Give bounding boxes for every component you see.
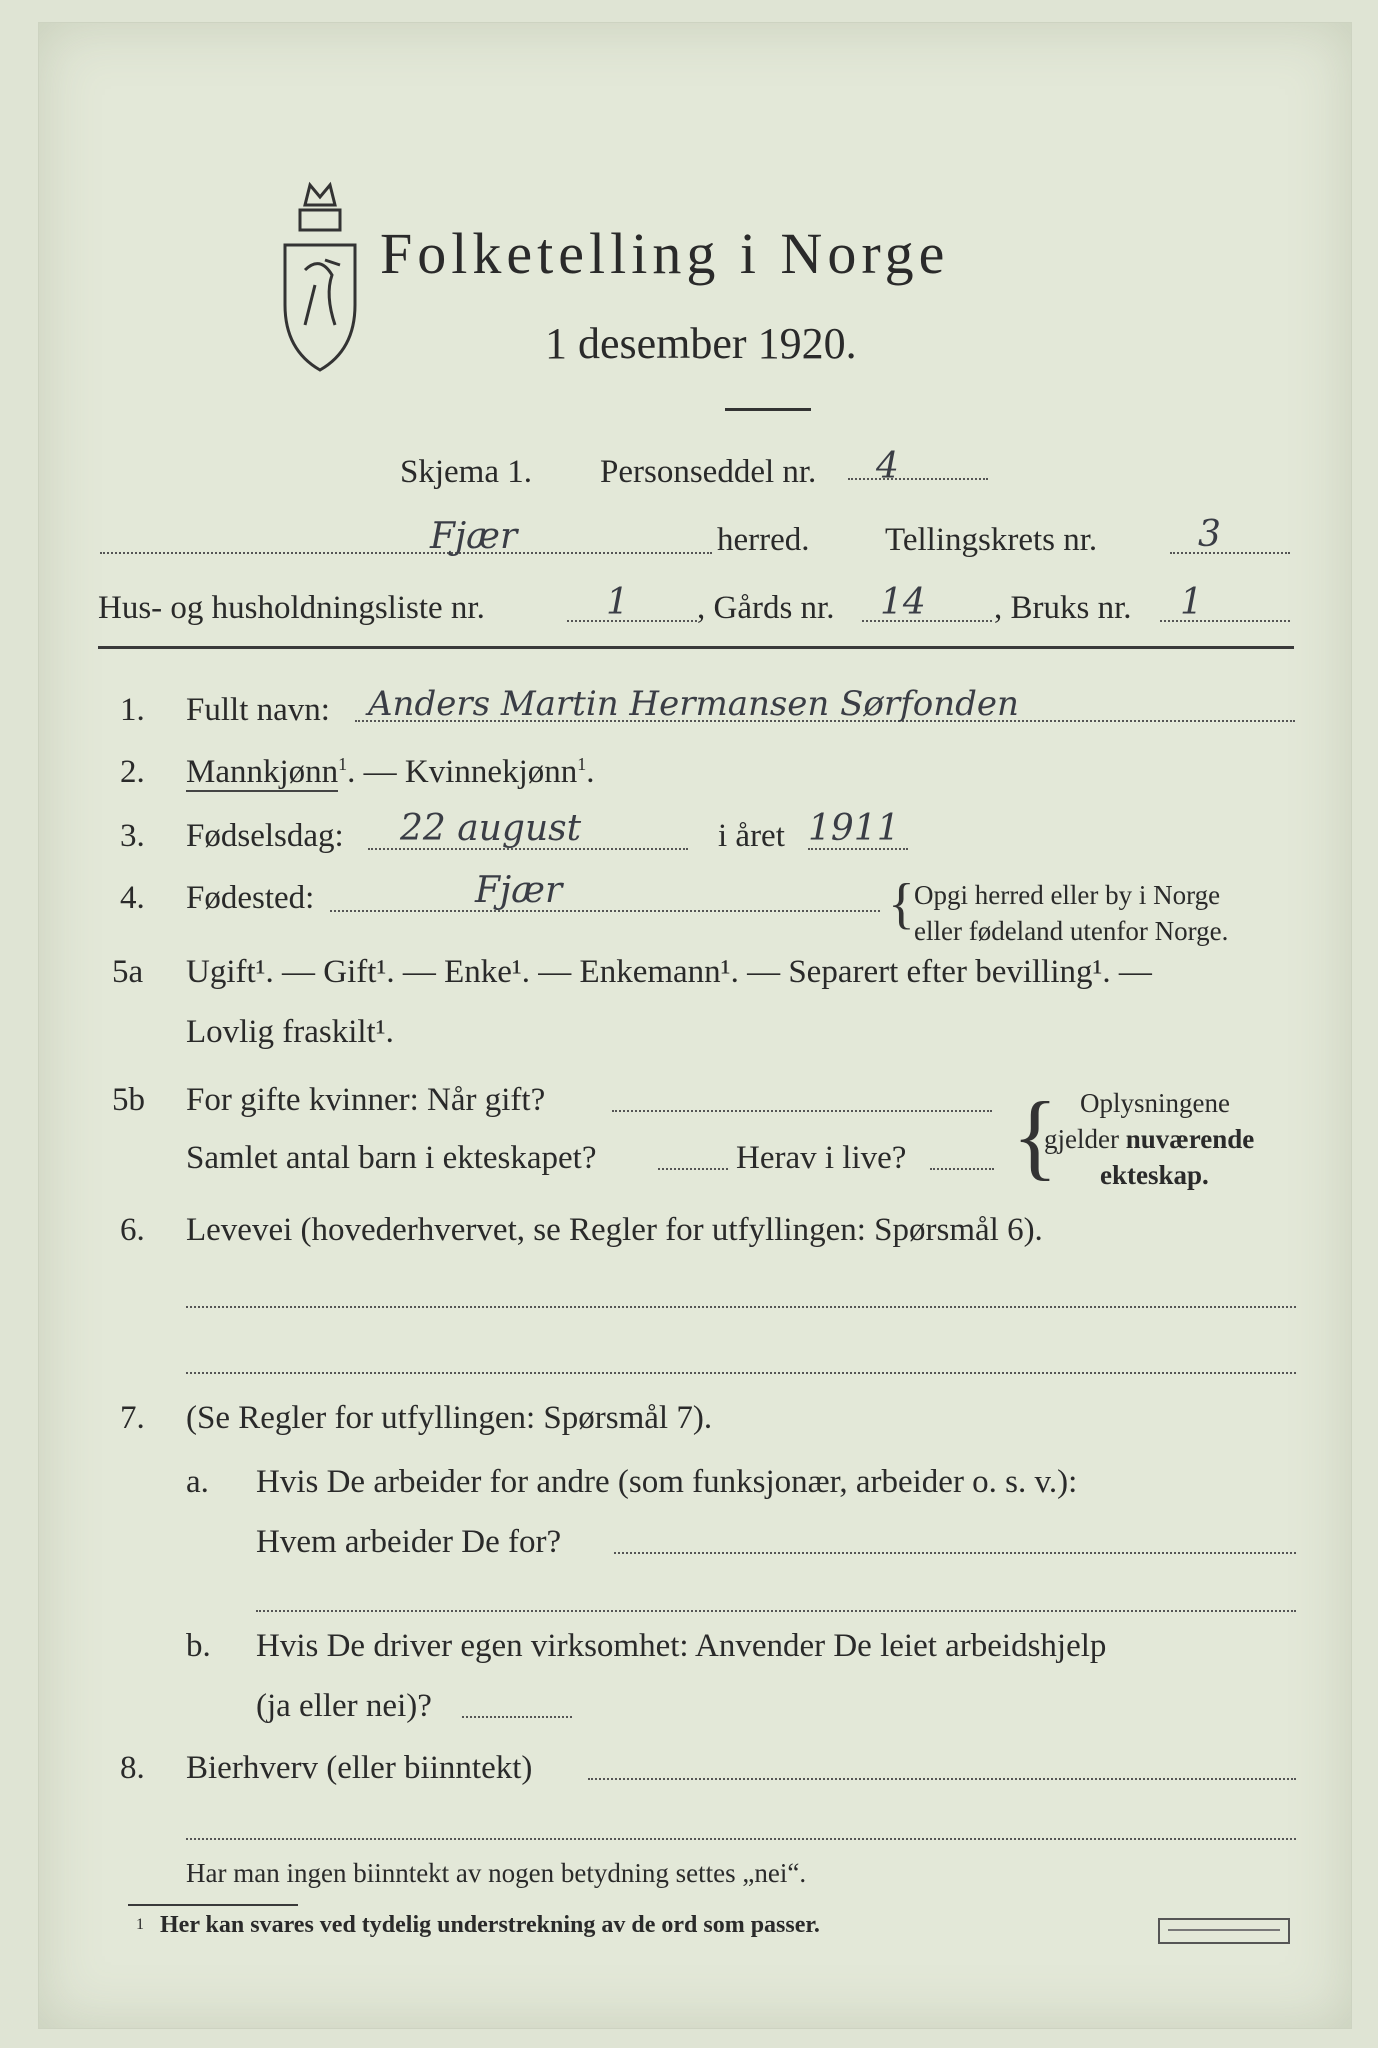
hus-line bbox=[567, 620, 697, 622]
q2-mann-sup: 1 bbox=[338, 754, 348, 774]
q7b-line1: Hvis De driver egen virksomhet: Anvender De leiet arbeidshjelp bbox=[256, 1628, 1107, 1664]
q7-label: (Se Regler for utfyllingen: Spørsmål 7). bbox=[186, 1400, 713, 1436]
form-title: Folketelling i Norge bbox=[380, 221, 950, 286]
tellingskrets-label: Tellingskrets nr. bbox=[885, 522, 1098, 558]
bruks-value: 1 bbox=[1180, 582, 1203, 623]
q7b-number: b. bbox=[186, 1628, 211, 1664]
q4-number: 4. bbox=[120, 880, 145, 916]
q5a-line2: Lovlig fraskilt¹. bbox=[186, 1014, 394, 1050]
q7a-answer-line2 bbox=[256, 1610, 1296, 1612]
q2-dash: . — bbox=[347, 754, 405, 790]
q5b-note-line3: ekteskap. bbox=[1100, 1160, 1209, 1190]
q2-number: 2. bbox=[120, 754, 145, 790]
personseddel-label: Personseddel nr. bbox=[600, 454, 817, 490]
q3-number: 3. bbox=[120, 818, 145, 854]
q6-number: 6. bbox=[120, 1212, 145, 1248]
q5b-line1: For gifte kvinner: Når gift? bbox=[186, 1082, 546, 1118]
personseddel-line bbox=[848, 478, 988, 480]
tellingskrets-line bbox=[1170, 552, 1290, 554]
q5b-children-label: Samlet antal barn i ekteskapet? bbox=[186, 1140, 597, 1176]
census-date: 1 desember 1920. bbox=[545, 319, 857, 368]
q7a-line1: Hvis De arbeider for andre (som funksjonær, arbeider o. s. v.): bbox=[256, 1464, 1078, 1500]
q1-label: Fullt navn: bbox=[186, 692, 330, 728]
skjema-label: Skjema 1. bbox=[400, 454, 532, 490]
q4-line bbox=[330, 910, 880, 912]
q3-year-label: i året bbox=[718, 818, 785, 854]
q6-answer-line2 bbox=[186, 1372, 1296, 1374]
tellingskrets-value: 3 bbox=[1198, 514, 1221, 555]
q5b-note-nuvaerende: nuværende bbox=[1125, 1124, 1255, 1154]
gards-label: , Gårds nr. bbox=[697, 590, 835, 626]
herred-line bbox=[100, 552, 712, 554]
q5b-note-gjelder: gjelder bbox=[1044, 1124, 1126, 1154]
q5b-number: 5b bbox=[112, 1082, 145, 1118]
q5b-brace: { bbox=[1012, 1082, 1059, 1189]
herred-label: herred. bbox=[717, 522, 810, 558]
personseddel-value: 4 bbox=[876, 446, 899, 487]
q3-label: Fødselsdag: bbox=[186, 818, 344, 854]
q4-note-line2: eller fødeland utenfor Norge. bbox=[914, 916, 1229, 946]
q4-brace: { bbox=[888, 873, 915, 935]
q4-value: Fjær bbox=[475, 870, 563, 911]
q2-mann-option: Mannkjønn bbox=[186, 754, 339, 790]
hus-label: Hus- og husholdningsliste nr. bbox=[98, 590, 485, 626]
footer-note: Har man ingen biinntekt av nogen betydning settes „nei“. bbox=[186, 1858, 807, 1888]
q3-year-value: 1911 bbox=[808, 808, 900, 849]
q7a-number: a. bbox=[186, 1464, 209, 1500]
hus-value: 1 bbox=[606, 582, 629, 623]
footnote-text: Her kan svares ved tydelig understrekning av de ord som passer. bbox=[160, 1912, 820, 1938]
q5b-alive-line bbox=[930, 1168, 994, 1170]
footnote-mark: 1 bbox=[136, 1916, 144, 1933]
q7b-answer-line bbox=[462, 1716, 572, 1718]
bruks-label: , Bruks nr. bbox=[994, 590, 1132, 626]
q8-answer-line2 bbox=[186, 1838, 1296, 1840]
q5a-line1: Ugift¹. — Gift¹. — Enke¹. — Enkemann¹. — Separert efter bevilling¹. — bbox=[186, 954, 1152, 990]
q4-note-line1: Opgi herred eller by i Norge bbox=[914, 880, 1221, 910]
q5a-number: 5a bbox=[112, 954, 144, 990]
printer-stamp-icon bbox=[1158, 1918, 1290, 1944]
q5b-note-line2 bbox=[1044, 1124, 1254, 1155]
coat-of-arms-icon bbox=[270, 175, 370, 375]
q1-number: 1. bbox=[120, 692, 145, 728]
title-divider bbox=[725, 408, 811, 411]
q6-label: Levevei (hovederhvervet, se Regler for utfyllingen: Spørsmål 6). bbox=[186, 1212, 1043, 1248]
q5b-married-line bbox=[612, 1110, 992, 1112]
footnote-rule bbox=[128, 1904, 298, 1906]
q2-kvinne-sup: 1 bbox=[577, 754, 587, 774]
q2-sex-options bbox=[186, 754, 595, 791]
header-rule bbox=[98, 646, 1294, 649]
q8-answer-line1 bbox=[588, 1778, 1296, 1780]
q7a-line2: Hvem arbeider De for? bbox=[256, 1524, 562, 1560]
q6-answer-line1 bbox=[186, 1306, 1296, 1308]
q5b-children-line bbox=[658, 1168, 728, 1170]
q8-number: 8. bbox=[120, 1750, 145, 1786]
q5b-alive-label: Herav i live? bbox=[736, 1140, 907, 1176]
q3-day-value: 22 august bbox=[400, 808, 582, 849]
gards-value: 14 bbox=[880, 582, 926, 623]
q1-name-value: Anders Martin Hermansen Sørfonden bbox=[368, 684, 1019, 724]
q8-label: Bierhverv (eller biinntekt) bbox=[186, 1750, 533, 1786]
q2-kvinne-option: Kvinnekjønn bbox=[404, 754, 578, 790]
herred-value: Fjær bbox=[430, 516, 518, 557]
q7a-answer-line1 bbox=[614, 1552, 1296, 1554]
q7b-line2: (ja eller nei)? bbox=[256, 1688, 432, 1724]
q5b-note-line1: Oplysningene bbox=[1080, 1088, 1230, 1118]
q7-number: 7. bbox=[120, 1400, 145, 1436]
q2-end: . bbox=[586, 754, 595, 790]
q4-label: Fødested: bbox=[186, 880, 315, 916]
